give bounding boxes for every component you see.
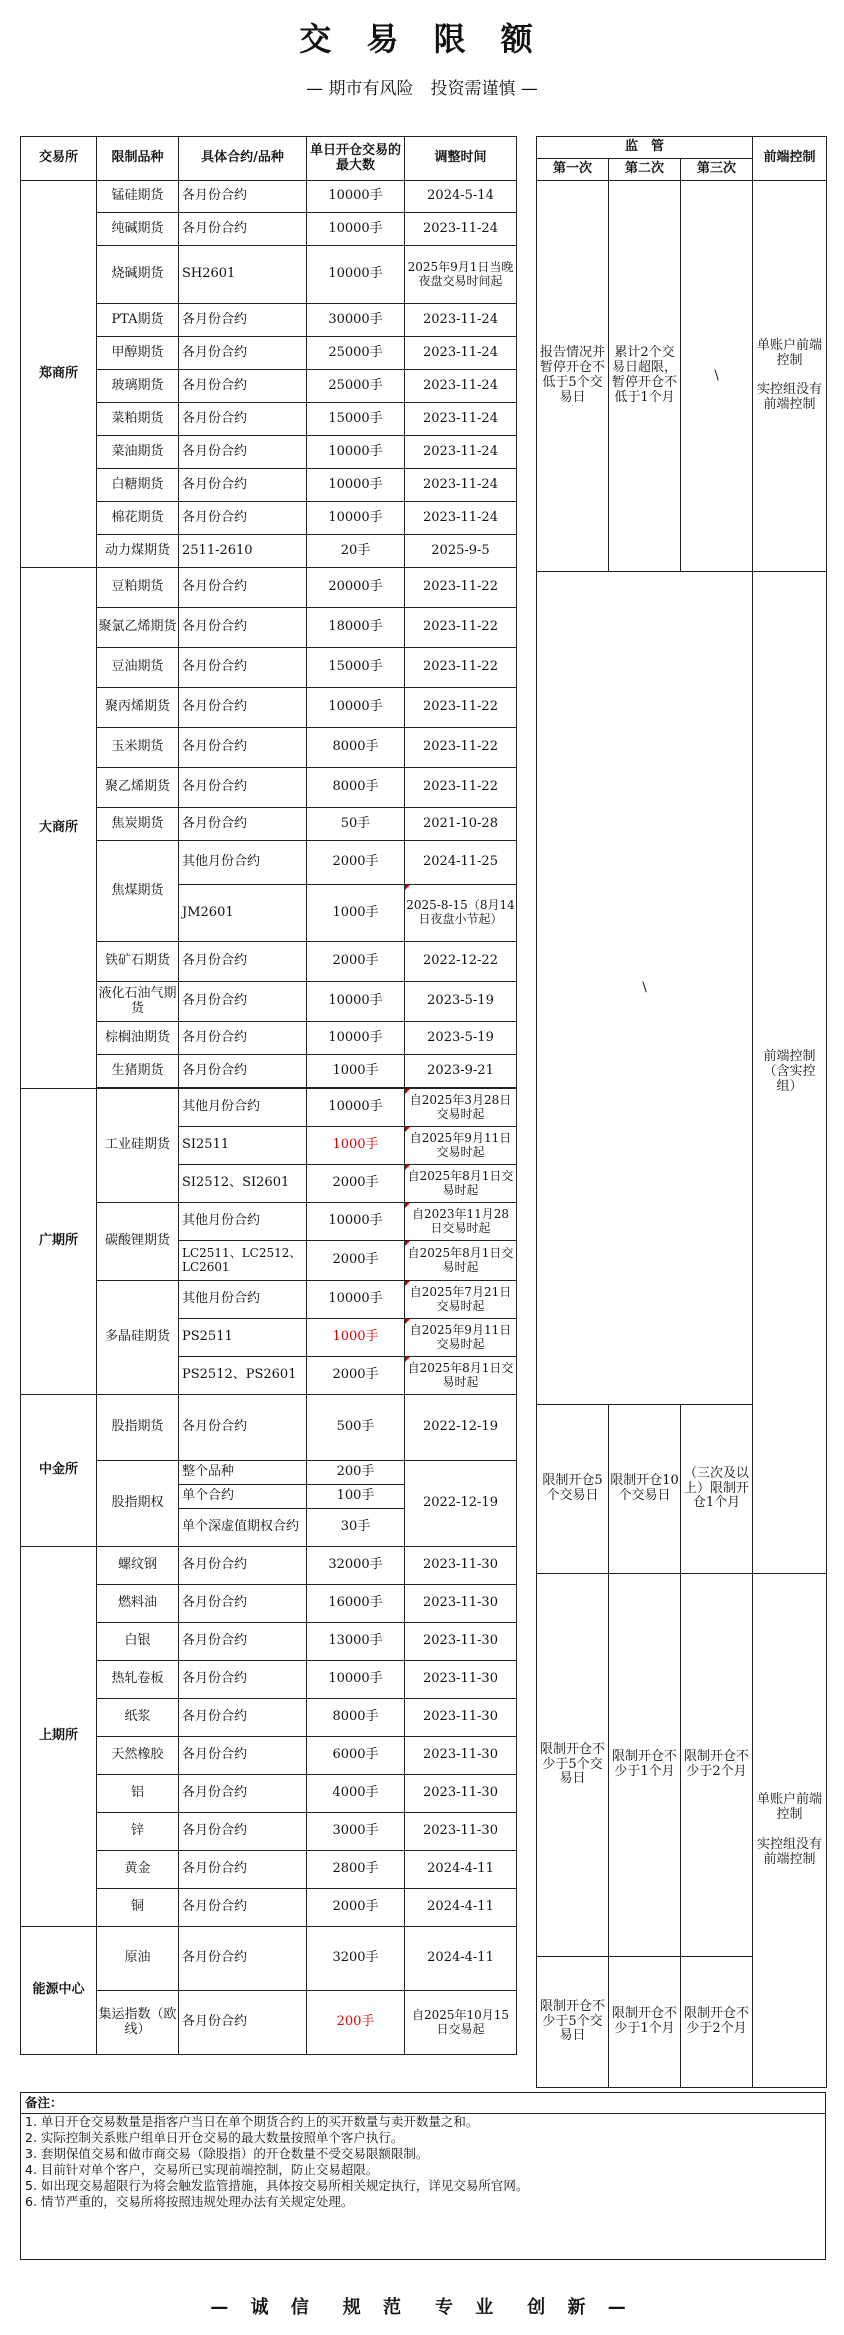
table-row <box>21 1927 517 1991</box>
variety-cell: 白银 <box>97 1623 179 1661</box>
vol-cell: 10000手 <box>307 502 405 535</box>
page-title: 交 易 限 额 <box>299 20 545 58</box>
note-line: 1. 单日开仓交易数量是指客户当日在单个期货合约上的买开数量与卖开数量之和。 <box>25 2114 479 2129</box>
header-supervision: 监 管 <box>537 137 753 159</box>
contract-cell: 各月份合约 <box>179 436 307 469</box>
vol-cell: 18000手 <box>307 608 405 648</box>
contract-cell: 其他月份合约 <box>179 1203 307 1241</box>
date-cell: 2023-11-24 <box>405 403 517 436</box>
variety-cell: 聚乙烯期货 <box>97 768 179 808</box>
vol-cell: 3000手 <box>307 1813 405 1851</box>
exchange-shfe: 上期所 <box>21 1547 97 1927</box>
contract-cell: 各月份合约 <box>179 808 307 841</box>
vol-cell: 2000手 <box>307 1889 405 1927</box>
variety-cell: 烧碱期货 <box>97 246 179 304</box>
variety-cell: 纸浆 <box>97 1699 179 1737</box>
vol-cell: 8000手 <box>307 1699 405 1737</box>
header-contract: 具体合约/品种 <box>179 137 307 181</box>
header-date: 调整时间 <box>405 137 517 181</box>
variety-cell: 铝 <box>97 1775 179 1813</box>
date-cell: 2023-11-22 <box>405 688 517 728</box>
contract-cell: 各月份合约 <box>179 608 307 648</box>
vol-cell: 200手 <box>307 1461 405 1485</box>
contract-cell: PS2512、PS2601 <box>179 1357 307 1395</box>
date-cell: 2022-12-22 <box>405 942 517 982</box>
limit-table <box>20 136 517 2055</box>
contract-cell: 其他月份合约 <box>179 1089 307 1127</box>
side-row-zce <box>537 181 827 572</box>
contract-cell: 各月份合约 <box>179 942 307 982</box>
variety-cell: 甲醇期货 <box>97 337 179 370</box>
variety-cell: 天然橡胶 <box>97 1737 179 1775</box>
vol-cell: 50手 <box>307 808 405 841</box>
contract-cell: 各月份合约 <box>179 728 307 768</box>
variety-cell: 聚丙烯期货 <box>97 688 179 728</box>
date-cell: 2024-11-25 <box>405 841 517 885</box>
vol-cell: 30手 <box>307 1509 405 1547</box>
date-cell: 2023-11-30 <box>405 1737 517 1775</box>
date-cell: 自2025年10月15日交易起 <box>405 1991 517 2055</box>
exchange-dce: 大商所 <box>21 568 97 1089</box>
shfe-front: 单账户前端控制 实控组没有前端控制 <box>753 1574 827 2088</box>
variety-cell: 生猪期货 <box>97 1055 179 1088</box>
header-second: 第二次 <box>609 159 681 181</box>
vol-cell: 13000手 <box>307 1623 405 1661</box>
ine-second: 限制开仓不少于1个月 <box>609 1957 681 2088</box>
vol-cell: 8000手 <box>307 728 405 768</box>
header-first: 第一次 <box>537 159 609 181</box>
date-cell: 2023-11-22 <box>405 568 517 608</box>
contract-cell: 各月份合约 <box>179 1623 307 1661</box>
variety-cell: 铁矿石期货 <box>97 942 179 982</box>
contract-cell: 各月份合约 <box>179 1395 307 1461</box>
date-cell: 2023-11-30 <box>405 1699 517 1737</box>
variety-cell: 股指期货 <box>97 1395 179 1461</box>
note-line: 2. 实际控制关系账户组单日开仓交易的最大数量按照单个客户执行。 <box>25 2130 404 2145</box>
header-maxvol: 单日开仓交易的最大数 <box>307 137 405 181</box>
date-cell: 自2023年11月28日交易时起 <box>405 1203 517 1241</box>
vol-cell: 10000手 <box>307 688 405 728</box>
note-line: 3. 套期保值交易和做市商交易（除股指）的开仓数量不受交易限额限制。 <box>25 2146 429 2161</box>
contract-cell: 各月份合约 <box>179 337 307 370</box>
variety-cell: 菜油期货 <box>97 436 179 469</box>
shfe-second: 限制开仓不少于1个月 <box>609 1574 681 1957</box>
contract-cell: 各月份合约 <box>179 1022 307 1055</box>
vol-cell: 2000手 <box>307 841 405 885</box>
contract-cell: 整个品种 <box>179 1461 307 1485</box>
date-cell: 2023-11-24 <box>405 502 517 535</box>
vol-cell: 3200手 <box>307 1927 405 1991</box>
vol-cell: 10000手 <box>307 1022 405 1055</box>
zce-front: 单账户前端控制 实控组没有前端控制 <box>753 181 827 572</box>
date-cell: 2023-11-22 <box>405 648 517 688</box>
variety-cell: 聚氯乙烯期货 <box>97 608 179 648</box>
variety-cell: 热轧卷板 <box>97 1661 179 1699</box>
vol-cell: 2000手 <box>307 1357 405 1395</box>
date-cell: 2023-11-30 <box>405 1585 517 1623</box>
vol-cell: 10000手 <box>307 213 405 246</box>
contract-cell: 各月份合约 <box>179 768 307 808</box>
variety-cell: 菜粕期货 <box>97 403 179 436</box>
contract-cell: 各月份合约 <box>179 304 307 337</box>
vol-cell: 10000手 <box>307 181 405 213</box>
vol-cell: 2000手 <box>307 1165 405 1203</box>
note-line: 4. 目前针对单个客户，交易所已实现前端控制，防止交易超限。 <box>25 2162 379 2177</box>
vol-cell: 200手 <box>307 1991 405 2055</box>
date-cell: 自2025年7月21日交易时起 <box>405 1281 517 1319</box>
variety-cell: 液化石油气期货 <box>97 982 179 1022</box>
variety-cell: 集运指数（欧线） <box>97 1991 179 2055</box>
cffex-third: （三次及以上）限制开仓1个月 <box>681 1405 753 1574</box>
date-cell: 2025年9月1日当晚夜盘交易时间起 <box>405 246 517 304</box>
variety-cell: 黄金 <box>97 1851 179 1889</box>
contract-cell: 各月份合约 <box>179 1851 307 1889</box>
contract-cell: 各月份合约 <box>179 1991 307 2055</box>
variety-cell: 原油 <box>97 1927 179 1991</box>
variety-cell: 白糖期货 <box>97 469 179 502</box>
vol-cell: 10000手 <box>307 1203 405 1241</box>
notes-box <box>20 2092 826 2260</box>
vol-cell: 10000手 <box>307 246 405 304</box>
date-cell: 2023-11-24 <box>405 337 517 370</box>
vol-cell: 2000手 <box>307 942 405 982</box>
vol-cell: 20手 <box>307 535 405 568</box>
contract-cell: 2511-2610 <box>179 535 307 568</box>
variety-cell: 棕榈油期货 <box>97 1022 179 1055</box>
vol-cell: 100手 <box>307 1485 405 1509</box>
contract-cell: SI2512、SI2601 <box>179 1165 307 1203</box>
date-cell: 2023-11-22 <box>405 608 517 648</box>
cffex-second: 限制开仓10个交易日 <box>609 1405 681 1574</box>
header-third: 第三次 <box>681 159 753 181</box>
contract-cell: JM2601 <box>179 885 307 942</box>
vol-cell: 20000手 <box>307 568 405 608</box>
contract-cell: 各月份合约 <box>179 181 307 213</box>
variety-cell: 燃料油 <box>97 1585 179 1623</box>
vol-cell: 1000手 <box>307 1319 405 1357</box>
contract-cell: 各月份合约 <box>179 370 307 403</box>
vol-cell: 1000手 <box>307 885 405 942</box>
zce-second: 累计2个交易日超限，暂停开仓不低于1个月 <box>609 181 681 572</box>
table-header-row <box>21 137 517 181</box>
contract-cell: 单个深虚值期权合约 <box>179 1509 307 1547</box>
variety-cell: 多晶硅期货 <box>97 1281 179 1395</box>
header-exchange: 交易所 <box>21 137 97 181</box>
date-cell: 自2025年8月1日交易时起 <box>405 1165 517 1203</box>
variety-cell: 玻璃期货 <box>97 370 179 403</box>
shfe-third: 限制开仓不少于2个月 <box>681 1574 753 1957</box>
date-cell: 2022-12-19 <box>405 1461 517 1547</box>
contract-cell: 各月份合约 <box>179 568 307 608</box>
date-cell: 2024-4-11 <box>405 1927 517 1991</box>
variety-cell: 豆粕期货 <box>97 568 179 608</box>
vol-cell: 10000手 <box>307 1661 405 1699</box>
notes-title: 备注： <box>21 2093 825 2114</box>
date-cell: 2023-11-24 <box>405 469 517 502</box>
variety-cell: 豆油期货 <box>97 648 179 688</box>
header-variety: 限制品种 <box>97 137 179 181</box>
contract-cell: 各月份合约 <box>179 982 307 1022</box>
vol-cell: 16000手 <box>307 1585 405 1623</box>
vol-cell: 32000手 <box>307 1547 405 1585</box>
date-cell: 2023-11-24 <box>405 370 517 403</box>
vol-cell: 10000手 <box>307 469 405 502</box>
date-cell: 2024-4-11 <box>405 1889 517 1927</box>
date-cell: 2023-11-30 <box>405 1813 517 1851</box>
page-subtitle: — 期市有风险 投资需谨慎 — <box>306 79 538 99</box>
vol-cell: 10000手 <box>307 1089 405 1127</box>
dce-gfex-front: 前端控制（含实控组） <box>753 572 827 1574</box>
date-cell: 自2025年8月1日交易时起 <box>405 1357 517 1395</box>
ine-third: 限制开仓不少于2个月 <box>681 1957 753 2088</box>
vol-cell: 30000手 <box>307 304 405 337</box>
variety-cell: 焦煤期货 <box>97 841 179 942</box>
variety-cell: 焦炭期货 <box>97 808 179 841</box>
date-cell: 自2025年8月1日交易时起 <box>405 1241 517 1281</box>
contract-cell: PS2511 <box>179 1319 307 1357</box>
contract-cell: 各月份合约 <box>179 1585 307 1623</box>
date-cell: 2024-4-11 <box>405 1851 517 1889</box>
vol-cell: 6000手 <box>307 1737 405 1775</box>
contract-cell: 各月份合约 <box>179 502 307 535</box>
note-line: 6. 情节严重的，交易所将按照违规处理办法有关规定处理。 <box>25 2194 354 2209</box>
cffex-first: 限制开仓5个交易日 <box>537 1405 609 1574</box>
variety-cell: 动力煤期货 <box>97 535 179 568</box>
vol-cell: 10000手 <box>307 436 405 469</box>
contract-cell: LC2511、LC2512、LC2601 <box>179 1241 307 1281</box>
contract-cell: 单个合约 <box>179 1485 307 1509</box>
table-row <box>21 1089 517 1127</box>
date-cell: 自2025年9月11日交易时起 <box>405 1319 517 1357</box>
contract-cell: SH2601 <box>179 246 307 304</box>
variety-cell: 棉花期货 <box>97 502 179 535</box>
date-cell: 2025-8-15（8月14日夜盘小节起） <box>405 885 517 942</box>
variety-cell: 螺纹钢 <box>97 1547 179 1585</box>
contract-cell: 各月份合约 <box>179 1699 307 1737</box>
ine-first: 限制开仓不少于5个交易日 <box>537 1957 609 2088</box>
date-cell: 2023-11-24 <box>405 304 517 337</box>
contract-cell: 各月份合约 <box>179 1889 307 1927</box>
date-cell: 2023-5-19 <box>405 982 517 1022</box>
contract-cell: 各月份合约 <box>179 1055 307 1088</box>
variety-cell: 玉米期货 <box>97 728 179 768</box>
vol-cell: 10000手 <box>307 982 405 1022</box>
exchange-ine: 能源中心 <box>21 1927 97 2055</box>
contract-cell: 其他月份合约 <box>179 841 307 885</box>
date-cell: 2023-11-24 <box>405 213 517 246</box>
table-row <box>21 1547 517 1585</box>
date-cell: 2023-11-30 <box>405 1775 517 1813</box>
zce-first: 报告情况并暂停开仓不低于5个交易日 <box>537 181 609 572</box>
vol-cell: 4000手 <box>307 1775 405 1813</box>
vol-cell: 500手 <box>307 1395 405 1461</box>
contract-cell: 各月份合约 <box>179 213 307 246</box>
side-header-row <box>537 137 827 159</box>
variety-cell: 股指期权 <box>97 1461 179 1547</box>
variety-cell: 纯碱期货 <box>97 213 179 246</box>
date-cell: 2021-10-28 <box>405 808 517 841</box>
date-cell: 2023-11-22 <box>405 728 517 768</box>
vol-cell: 2800手 <box>307 1851 405 1889</box>
variety-cell: 锌 <box>97 1813 179 1851</box>
note-line: 5. 如出现交易超限行为将会触发监管措施，具体按交易所相关规定执行，详见交易所官网。 <box>25 2178 529 2193</box>
contract-cell: 各月份合约 <box>179 403 307 436</box>
contract-cell: 各月份合约 <box>179 1775 307 1813</box>
vol-cell: 1000手 <box>307 1127 405 1165</box>
vol-cell: 25000手 <box>307 370 405 403</box>
vol-cell: 25000手 <box>307 337 405 370</box>
date-cell: 2022-12-19 <box>405 1395 517 1461</box>
vol-cell: 15000手 <box>307 403 405 436</box>
date-cell: 2023-9-21 <box>405 1055 517 1088</box>
contract-cell: 各月份合约 <box>179 1661 307 1699</box>
contract-cell: SI2511 <box>179 1127 307 1165</box>
table-row <box>21 181 517 213</box>
side-row-dce-gfex <box>537 572 827 1405</box>
vol-cell: 1000手 <box>307 1055 405 1088</box>
exchange-zce: 郑商所 <box>21 181 97 568</box>
dce-gfex-supervision: \ <box>537 572 753 1405</box>
vol-cell: 10000手 <box>307 1281 405 1319</box>
variety-cell: PTA期货 <box>97 304 179 337</box>
exchange-gfex: 广期所 <box>21 1089 97 1395</box>
supervision-table <box>536 136 827 2088</box>
variety-cell: 碳酸锂期货 <box>97 1203 179 1281</box>
contract-cell: 其他月份合约 <box>179 1281 307 1319</box>
date-cell: 自2025年3月28日交易时起 <box>405 1089 517 1127</box>
contract-cell: 各月份合约 <box>179 648 307 688</box>
date-cell: 自2025年9月11日交易时起 <box>405 1127 517 1165</box>
side-row-shfe <box>537 1574 827 1957</box>
date-cell: 2023-11-30 <box>405 1661 517 1699</box>
table-row <box>21 568 517 608</box>
exchange-cffex: 中金所 <box>21 1395 97 1547</box>
header-frontend: 前端控制 <box>753 137 827 181</box>
footer-slogan: — 诚 信 规 范 专 业 创 新 — <box>210 2297 634 2318</box>
shfe-first: 限制开仓不少于5个交易日 <box>537 1574 609 1957</box>
contract-cell: 各月份合约 <box>179 1547 307 1585</box>
vol-cell: 2000手 <box>307 1241 405 1281</box>
date-cell: 2023-11-30 <box>405 1623 517 1661</box>
date-cell: 2025-9-5 <box>405 535 517 568</box>
date-cell: 2023-11-30 <box>405 1547 517 1585</box>
variety-cell: 铜 <box>97 1889 179 1927</box>
variety-cell: 工业硅期货 <box>97 1089 179 1203</box>
date-cell: 2024-5-14 <box>405 181 517 213</box>
variety-cell: 锰硅期货 <box>97 181 179 213</box>
date-cell: 2023-11-24 <box>405 436 517 469</box>
zce-third: \ <box>681 181 753 572</box>
vol-cell: 15000手 <box>307 648 405 688</box>
table-row <box>21 1395 517 1461</box>
contract-cell: 各月份合约 <box>179 1737 307 1775</box>
date-cell: 2023-11-22 <box>405 768 517 808</box>
contract-cell: 各月份合约 <box>179 1813 307 1851</box>
contract-cell: 各月份合约 <box>179 469 307 502</box>
contract-cell: 各月份合约 <box>179 688 307 728</box>
contract-cell: 各月份合约 <box>179 1927 307 1991</box>
date-cell: 2023-5-19 <box>405 1022 517 1055</box>
vol-cell: 8000手 <box>307 768 405 808</box>
